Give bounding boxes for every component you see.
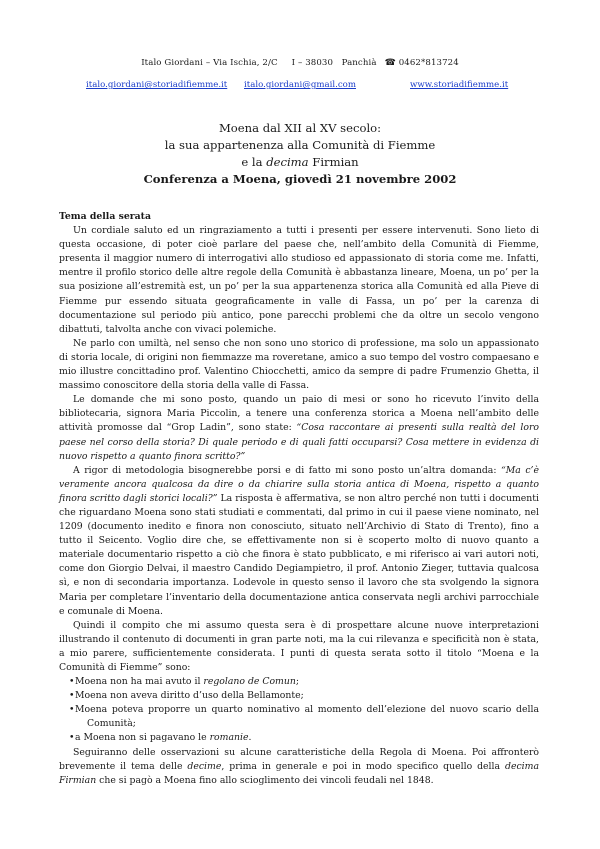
paragraph-2: Ne parlo con umiltà, nel senso che non sono uno storico di professione, ma solo un appassionato di storia locale, di origini non fiemmazze ma roveretane, amico a suo tempo del vostro compaesano e mio illustre concittadino prof. Valentino Chiocchetti, amico da sempre di padre Frumenzio Ghetta, il massimo conoscitore della storia della valle di Fassa.: [59, 337, 539, 392]
paragraph-6-italic-decima-firmian: decima Firmian: [59, 760, 539, 786]
list-item-4-end: .: [248, 732, 252, 744]
document-body: [59, 210, 539, 788]
paragraph-3: [59, 393, 539, 463]
title-line-2: la sua appartenenza alla Comunità di Fiemme: [164, 138, 436, 152]
paragraph-6-italic-decime: decime: [187, 760, 222, 772]
telephone-icon: ☎: [384, 58, 396, 68]
town: Panchià: [341, 58, 377, 68]
author-address: Italo Giordani – Via Ischia, 2/C: [141, 58, 278, 68]
list-item-1-end: ;: [295, 676, 299, 688]
title-line-3-c: Firmian: [308, 155, 359, 169]
paragraph-4-text-a: A rigor di metodologia bisognerebbe porsi e di fatto mi sono posto un’altra domanda:: [73, 464, 501, 476]
title-line-3-italic: decima: [266, 155, 309, 169]
email-link-gmail[interactable]: italo.giordani@gmail.com: [244, 80, 356, 90]
title-line-1: Moena dal XII al XV secolo:: [218, 121, 382, 135]
title-line-3: [0, 154, 600, 171]
paragraph-6: [59, 746, 539, 788]
paragraph-3-quote: “Cosa raccontare ai presenti sulla realtà del loro paese nel corso della storia? Di quale periodo e di quali fatti occuparsi? Cosa mettere in evidenza di nuovo rispetto a quanto finora scritto?”: [59, 422, 539, 462]
phone-number: 0462*813724: [398, 58, 459, 68]
paragraph-4-quote: “Ma c’è veramente ancora qualcosa da dire o da chiarire sulla storia antica di Moena, rispetto a quanto finora scritto dagli storici locali?”: [59, 464, 540, 504]
points-list: [59, 675, 539, 745]
paragraph-3-text: Le domande che mi sono posto, quando un paio di mesi or sono ho ricevuto l’invito della bibliotecaria, signora Maria Piccolin, a tenere una conferenza storica a Moena nell’ambito delle attività promosse dal “Grop Ladin”, sono state:: [59, 394, 539, 434]
paragraph-4: [59, 464, 539, 619]
paragraph-6-c: , prima in generale e poi in modo specifico quello della: [221, 760, 505, 772]
list-item: • Moena poteva proporre un quarto nominativo al momento dell’elezione del nuovo scario della Comunità;: [59, 703, 539, 731]
list-item-4-italic: romanie: [209, 732, 249, 744]
document-title: [0, 120, 600, 188]
paragraph-4-text-b: La risposta è affermativa, se non altro perché non tutti i documenti che riguardano Moena sono stati studiati e commentati, dal primo in cui il paese viene nominato, nel 1209 (documento inedito e finora non conosciuto, situato nell’Archivio di Stato di Trento), fino a tutto il Seicento. Voglio dire che, se effettivamente non si è scoperto molto di nuovo quanto a materiale documentario rispetto a ciò che finora è stato pubblicato, e mi riferisco ai vari autori noti, come don Giorgio Delvai, il maestro Candido Degiampietro, il prof. Antonio Zieger, tuttavia qualcosa sì, e non di secondaria importanza. Lodevole in questo senso il lavoro che sta svolgendo la signora Maria per completare l’inventario della documentazione antica conservata negli archivi parrocchiale e comunale di Moena.: [59, 492, 539, 617]
list-item-1-text: Moena non ha mai avuto il: [75, 676, 204, 688]
list-item-1-italic: regolano de Comun: [203, 676, 296, 688]
email-link-storiadifiemme[interactable]: italo.giordani@storiadifiemme.it: [86, 80, 228, 90]
paragraph-6-e: che si pagò a Moena fino allo scioglimento dei vincoli feudali nel 1848.: [96, 774, 434, 786]
paragraph-6-a: Seguiranno delle osservazioni su alcune caratteristiche della Regola di Moena. Poi affronterò brevemente il tema delle: [59, 746, 539, 772]
list-item: • Moena non aveva diritto d’uso della Bellamonte;: [59, 689, 539, 703]
website-link[interactable]: www.storiadifiemme.it: [410, 80, 509, 90]
conference-subtitle: Conferenza a Moena, giovedì 21 novembre 2002: [143, 172, 457, 186]
list-item-4-text: a Moena non si pagavano le: [75, 732, 210, 744]
paragraph-5: Quindi il compito che mi assumo questa sera è di prospettare alcune nuove interpretazioni illustrando il contenuto di documenti in gran parte noti, ma la cui rilevanza e specificità non è stata, a mio parere, sufficientemente considerata. I punti di questa serata sotto il titolo “Moena e la Comunità di Fiemme” sono:: [59, 619, 539, 673]
list-item: [59, 731, 539, 745]
postal-code: I – 38030: [291, 58, 334, 68]
paragraph-1: Un cordiale saluto ed un ringraziamento a tutti i presenti per essere intervenuti. Sono lieto di questa occasione, di poter cioè parlare del paese che, nell’ambito della Comunità di Fiemme, presenta il maggior numero di interrogativi allo studioso ed appassionato di storia come me. Infatti, mentre il profilo storico delle altre regole della Comunità è abbastanza lineare, Moena, un po’ per la sua posizione all’estremità est, un po’ per la sua appartenenza storica alla Comunità ed alla Pieve di Fiemme pur essendo situata geograficamente in valle di Fassa, un po’ per la carenza di documentazione sul periodo più antico, pone parecchi problemi che da oltre un secolo vengono dibattuti, talvolta anche con vivaci polemiche.: [59, 225, 539, 335]
section-title: Tema della serata: [59, 211, 151, 222]
list-item: [59, 675, 539, 689]
title-line-3-a: e la: [241, 155, 267, 169]
letterhead: [0, 58, 600, 68]
